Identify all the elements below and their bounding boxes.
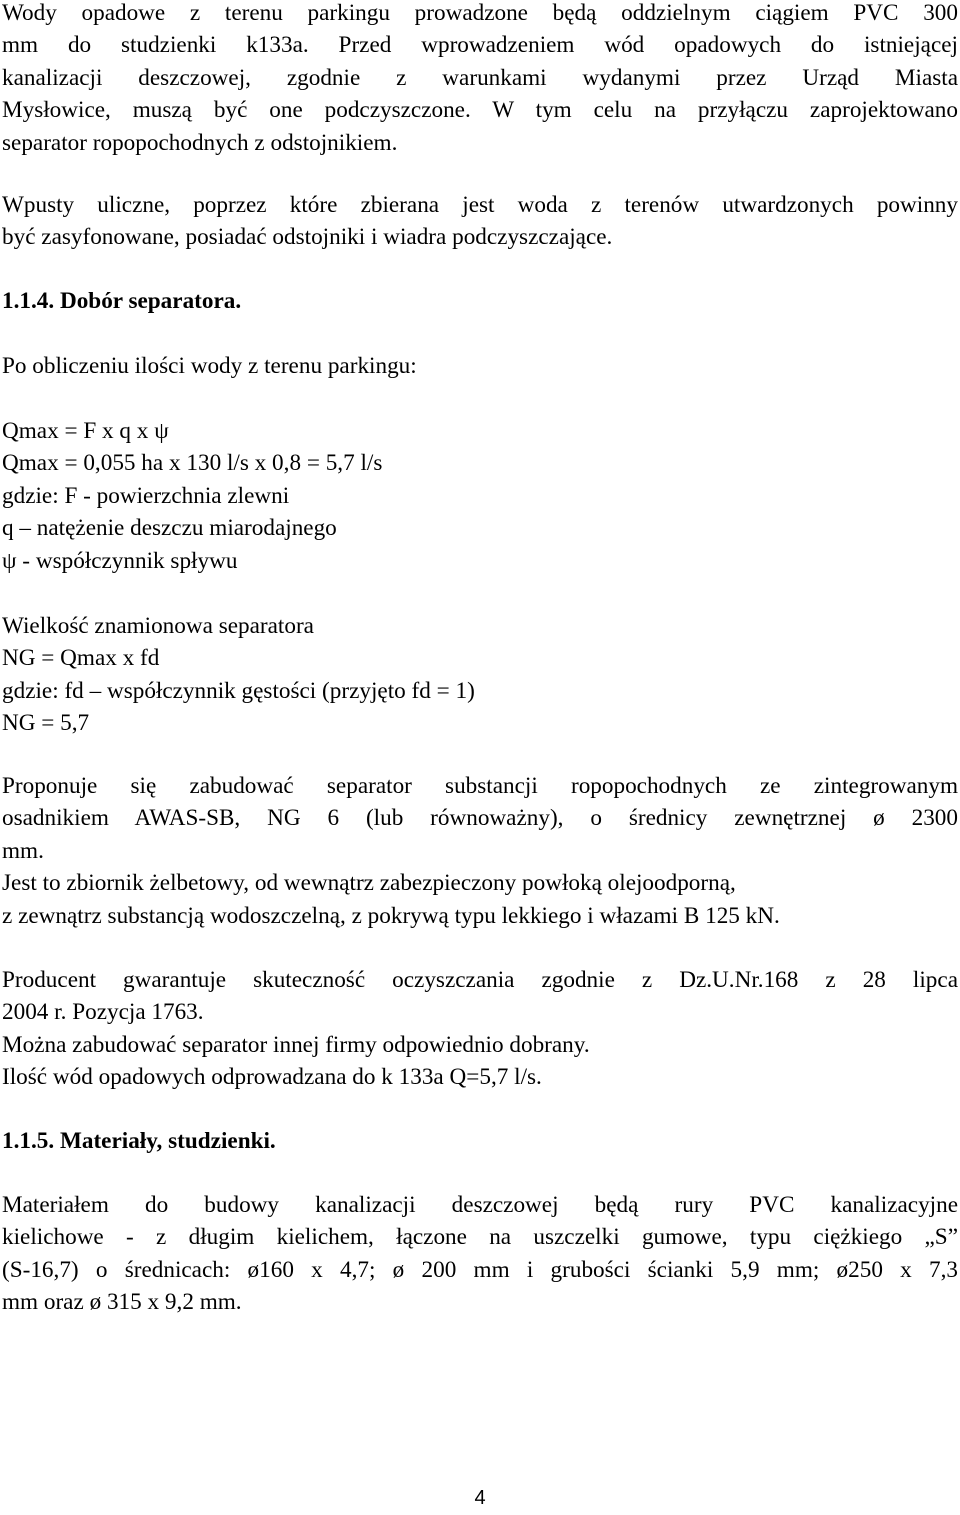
paragraph-separator-intro	[2, 0, 958, 159]
formula-line: Qmax = 0,055 ha x 130 l/s x 0,8 = 5,7 l/s	[2, 450, 383, 477]
text-line: kielichowe - z długim kielichem, łączone na uszczelki gumowe, typu ciężkiego „S”	[2, 1224, 958, 1251]
section-heading-materials: 1.1.5. Materiały, studzienki.	[2, 1128, 276, 1154]
text-line: Proponuje się zabudować separator substancji ropopochodnych ze zintegrowanym	[2, 773, 958, 799]
text-line: Mysłowice, muszą być one podczyszczone. W tym celu na przyłączu zaprojektowano	[2, 97, 958, 124]
text-line: separator ropopochodnych z odstojnikiem.	[2, 129, 398, 156]
formula-line: Qmax = F x q x ψ	[2, 418, 169, 444]
paragraph-separator-proposal	[2, 770, 958, 932]
paragraph-calculation-intro: Po obliczeniu ilości wody z terenu parkingu:	[2, 353, 417, 379]
formula-block	[2, 415, 958, 577]
text-line: (S-16,7) o średnicach: ø160 x 4,7; ø 200 mm i grubości ścianki 5,9 mm; ø250 x 7,3	[2, 1256, 958, 1283]
formula-line: gdzie: F - powierzchnia zlewni	[2, 482, 290, 509]
text-line: Jest to zbiornik żelbetowy, od wewnątrz zabezpieczony powłoką olejoodporną,	[2, 870, 736, 897]
formula-line: NG = Qmax x fd	[2, 645, 160, 672]
formula-line: NG = 5,7	[2, 710, 90, 737]
formula-line: ψ - współczynnik spływu	[2, 547, 238, 574]
text-line: Materiałem do budowy kanalizacji deszczowej będą rury PVC kanalizacyjne	[2, 1192, 958, 1218]
text-line: Producent gwarantuje skuteczność oczyszczania zgodnie z Dz.U.Nr.168 z 28 lipca	[2, 967, 958, 993]
text-line: 2004 r. Pozycja 1763.	[2, 999, 204, 1026]
text-line: mm.	[2, 837, 44, 864]
text-line: osadnikiem AWAS-SB, NG 6 (lub równoważny), o średnicy zewnętrznej ø 2300	[2, 805, 958, 832]
text-line: mm oraz ø 315 x 9,2 mm.	[2, 1289, 242, 1316]
text-line: być zasyfonowane, posiadać odstojniki i wiadra podczyszczające.	[2, 224, 613, 251]
formula-line: q – natężenie deszczu miarodajnego	[2, 515, 337, 542]
paragraph-materials	[2, 1189, 958, 1319]
formula-line: gdzie: fd – współczynnik gęstości (przyjęto fd = 1)	[2, 677, 475, 704]
paragraph-street-inlets	[2, 189, 958, 254]
text-line: mm do studzienki k133a. Przed wprowadzeniem wód opadowych do istniejącej	[2, 32, 958, 59]
text-line: Wody opadowe z terenu parkingu prowadzone będą oddzielnym ciągiem PVC 300	[2, 0, 958, 26]
nominal-size-block	[2, 610, 958, 740]
section-heading-separator-selection: 1.1.4. Dobór separatora.	[2, 288, 242, 314]
text-line: Można zabudować separator innej firmy odpowiednio dobrany.	[2, 1031, 590, 1058]
text-line: Ilość wód opadowych odprowadzana do k 133a Q=5,7 l/s.	[2, 1064, 542, 1091]
text-line: z zewnątrz substancją wodoszczelną, z pokrywą typu lekkiego i włazami B 125 kN.	[2, 902, 780, 929]
paragraph-manufacturer-guarantee	[2, 964, 958, 1094]
text-line: kanalizacji deszczowej, zgodnie z warunkami wydanymi przez Urząd Miasta	[2, 64, 958, 91]
formula-line: Wielkość znamionowa separatora	[2, 613, 314, 639]
page-number: 4	[474, 1487, 486, 1509]
text-line: Wpusty uliczne, poprzez które zbierana jest woda z terenów utwardzonych powinny	[2, 192, 958, 218]
